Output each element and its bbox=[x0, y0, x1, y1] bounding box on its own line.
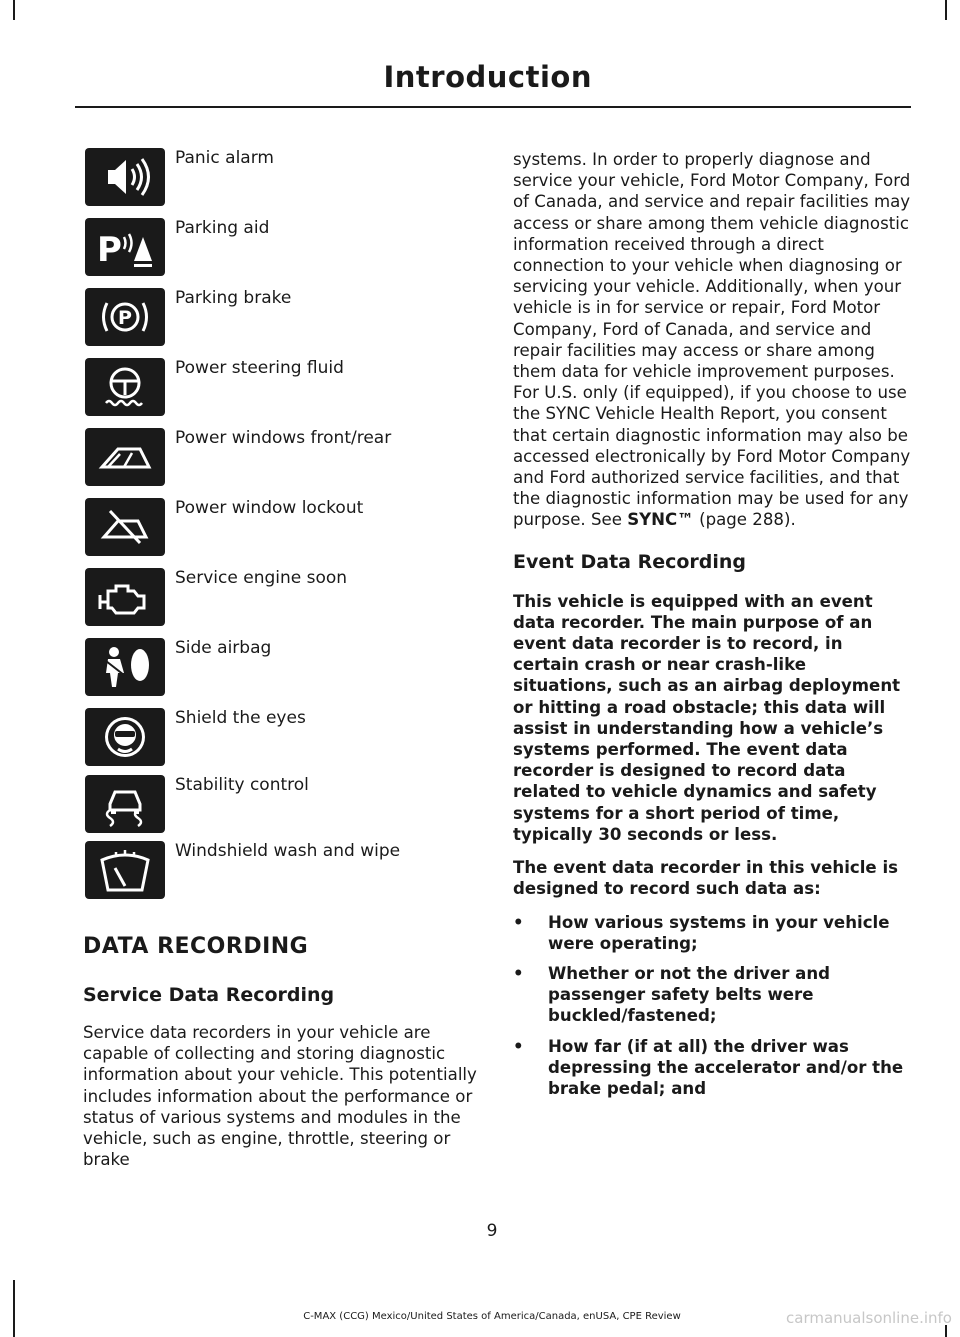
side-airbag-icon bbox=[85, 638, 165, 696]
diagnostic-paragraph bbox=[513, 149, 911, 531]
symbol-label: Parking brake bbox=[175, 288, 292, 308]
parking-brake-icon bbox=[85, 288, 165, 346]
page-title: Introduction bbox=[383, 60, 592, 94]
header-divider bbox=[75, 106, 911, 108]
symbol-row-shield-eyes bbox=[85, 708, 485, 774]
symbol-label: Panic alarm bbox=[175, 148, 274, 168]
list-item-text: Whether or not the driver and passenger safety belts were buckled/fastened; bbox=[548, 963, 831, 1026]
subsection-title: Service Data Recording bbox=[83, 984, 335, 1006]
symbol-label: Windshield wash and wipe bbox=[175, 841, 401, 861]
svg-text:P: P bbox=[118, 307, 132, 329]
event-data-intro: The event data recorder in this vehicle is designed to record such data as: bbox=[513, 858, 899, 899]
symbol-row-power-steering-fluid bbox=[85, 358, 485, 424]
document-info: C-MAX (CCG) Mexico/United States of America/Canada, enUSA, CPE Review bbox=[303, 1311, 681, 1322]
power-steering-fluid-icon bbox=[85, 358, 165, 416]
service-data-paragraph: Service data recorders in your vehicle are capable of collecting and storing diagnostic information about your vehicle. This potentially includes information about the performance or status of various systems and modules in the vehicle, such as engine, throttle, steering or brake bbox=[83, 1023, 477, 1170]
right-column bbox=[513, 149, 911, 1108]
diagnostic-paragraph-text: systems. In order to properly diagnose and service your vehicle, Ford Motor Company, Ford of Canada, and service and repair facilities may access or share among them vehicle diagnostic information received through a direct connection to your vehicle when diagnosing or servicing your vehicle. Additionally, when your vehicle is in for service or repair, Ford Motor Company, Ford of Canada, and service and repair facilities may access or share among them data for vehicle improvement purposes. For U.S. only (if equipped), if you choose to use the SYNC Vehicle Health Report, you consent that certain diagnostic information may also be accessed electronically by Ford Motor Company and Ford authorized service facilities, and that the diagnostic information may be used for any purpose. See bbox=[513, 150, 911, 530]
left-column bbox=[83, 932, 478, 1170]
list-item-text: How various systems in your vehicle were operating; bbox=[548, 912, 890, 953]
svg-text:P: P bbox=[97, 230, 122, 270]
list-item bbox=[513, 912, 911, 954]
list-item bbox=[513, 963, 911, 1027]
speaker-icon bbox=[85, 148, 165, 206]
window-lockout-icon bbox=[85, 498, 165, 556]
list-item-text: How far (if at all) the driver was depressing the accelerator and/or the brake pedal; and bbox=[548, 1036, 904, 1098]
symbol-label: Parking aid bbox=[175, 218, 270, 238]
crop-mark-top-left bbox=[13, 0, 15, 20]
event-data-paragraph: This vehicle is equipped with an event data recorder. The main purpose of an event data recorder is to record, in certain crash or near crash-like situations, such as an airbag deployment or hitting a road obstacle; this data will assist in understanding how a vehicle’s systems performed. The event data recorder is designed to record data related to vehicle dynamics and safety systems for a short period of time, typically 30 seconds or less. bbox=[513, 591, 901, 844]
bullet-marker: • bbox=[513, 963, 524, 983]
symbol-row-power-windows bbox=[85, 428, 485, 494]
sync-link[interactable]: SYNC™ bbox=[627, 510, 694, 530]
symbol-label: Power steering fluid bbox=[175, 358, 344, 378]
symbol-label: Stability control bbox=[175, 775, 309, 795]
symbol-label: Shield the eyes bbox=[175, 708, 306, 728]
stability-control-icon bbox=[85, 775, 165, 833]
list-item bbox=[513, 1036, 911, 1100]
shield-eyes-icon bbox=[85, 708, 165, 766]
symbol-row-panic-alarm bbox=[85, 148, 485, 214]
symbol-row-windshield-wash bbox=[85, 841, 485, 907]
crop-mark-bottom-left bbox=[13, 1280, 15, 1337]
symbol-row-service-engine bbox=[85, 568, 485, 634]
watermark: carmanualsonline.info bbox=[786, 1309, 952, 1327]
symbol-label: Service engine soon bbox=[175, 568, 348, 588]
bullet-marker: • bbox=[513, 1036, 524, 1056]
event-data-list bbox=[513, 912, 911, 1100]
bullet-marker: • bbox=[513, 912, 524, 932]
page-number: 9 bbox=[486, 1221, 498, 1241]
power-window-icon bbox=[85, 428, 165, 486]
symbol-label: Power windows front/rear bbox=[175, 428, 392, 448]
parking-aid-icon bbox=[85, 218, 165, 276]
symbol-row-stability-control bbox=[85, 775, 485, 841]
symbol-row-side-airbag bbox=[85, 638, 485, 704]
page-reference: (page 288). bbox=[693, 510, 796, 530]
subsection-title: Event Data Recording bbox=[513, 550, 747, 573]
symbol-label: Power window lockout bbox=[175, 498, 364, 518]
crop-mark-top-right bbox=[945, 0, 947, 20]
symbol-row-window-lockout bbox=[85, 498, 485, 564]
section-title: DATA RECORDING bbox=[83, 934, 309, 959]
symbol-row-parking-brake bbox=[85, 288, 485, 354]
engine-icon bbox=[85, 568, 165, 626]
windshield-wash-icon bbox=[85, 841, 165, 899]
symbol-row-parking-aid bbox=[85, 218, 485, 284]
symbol-label: Side airbag bbox=[175, 638, 272, 658]
